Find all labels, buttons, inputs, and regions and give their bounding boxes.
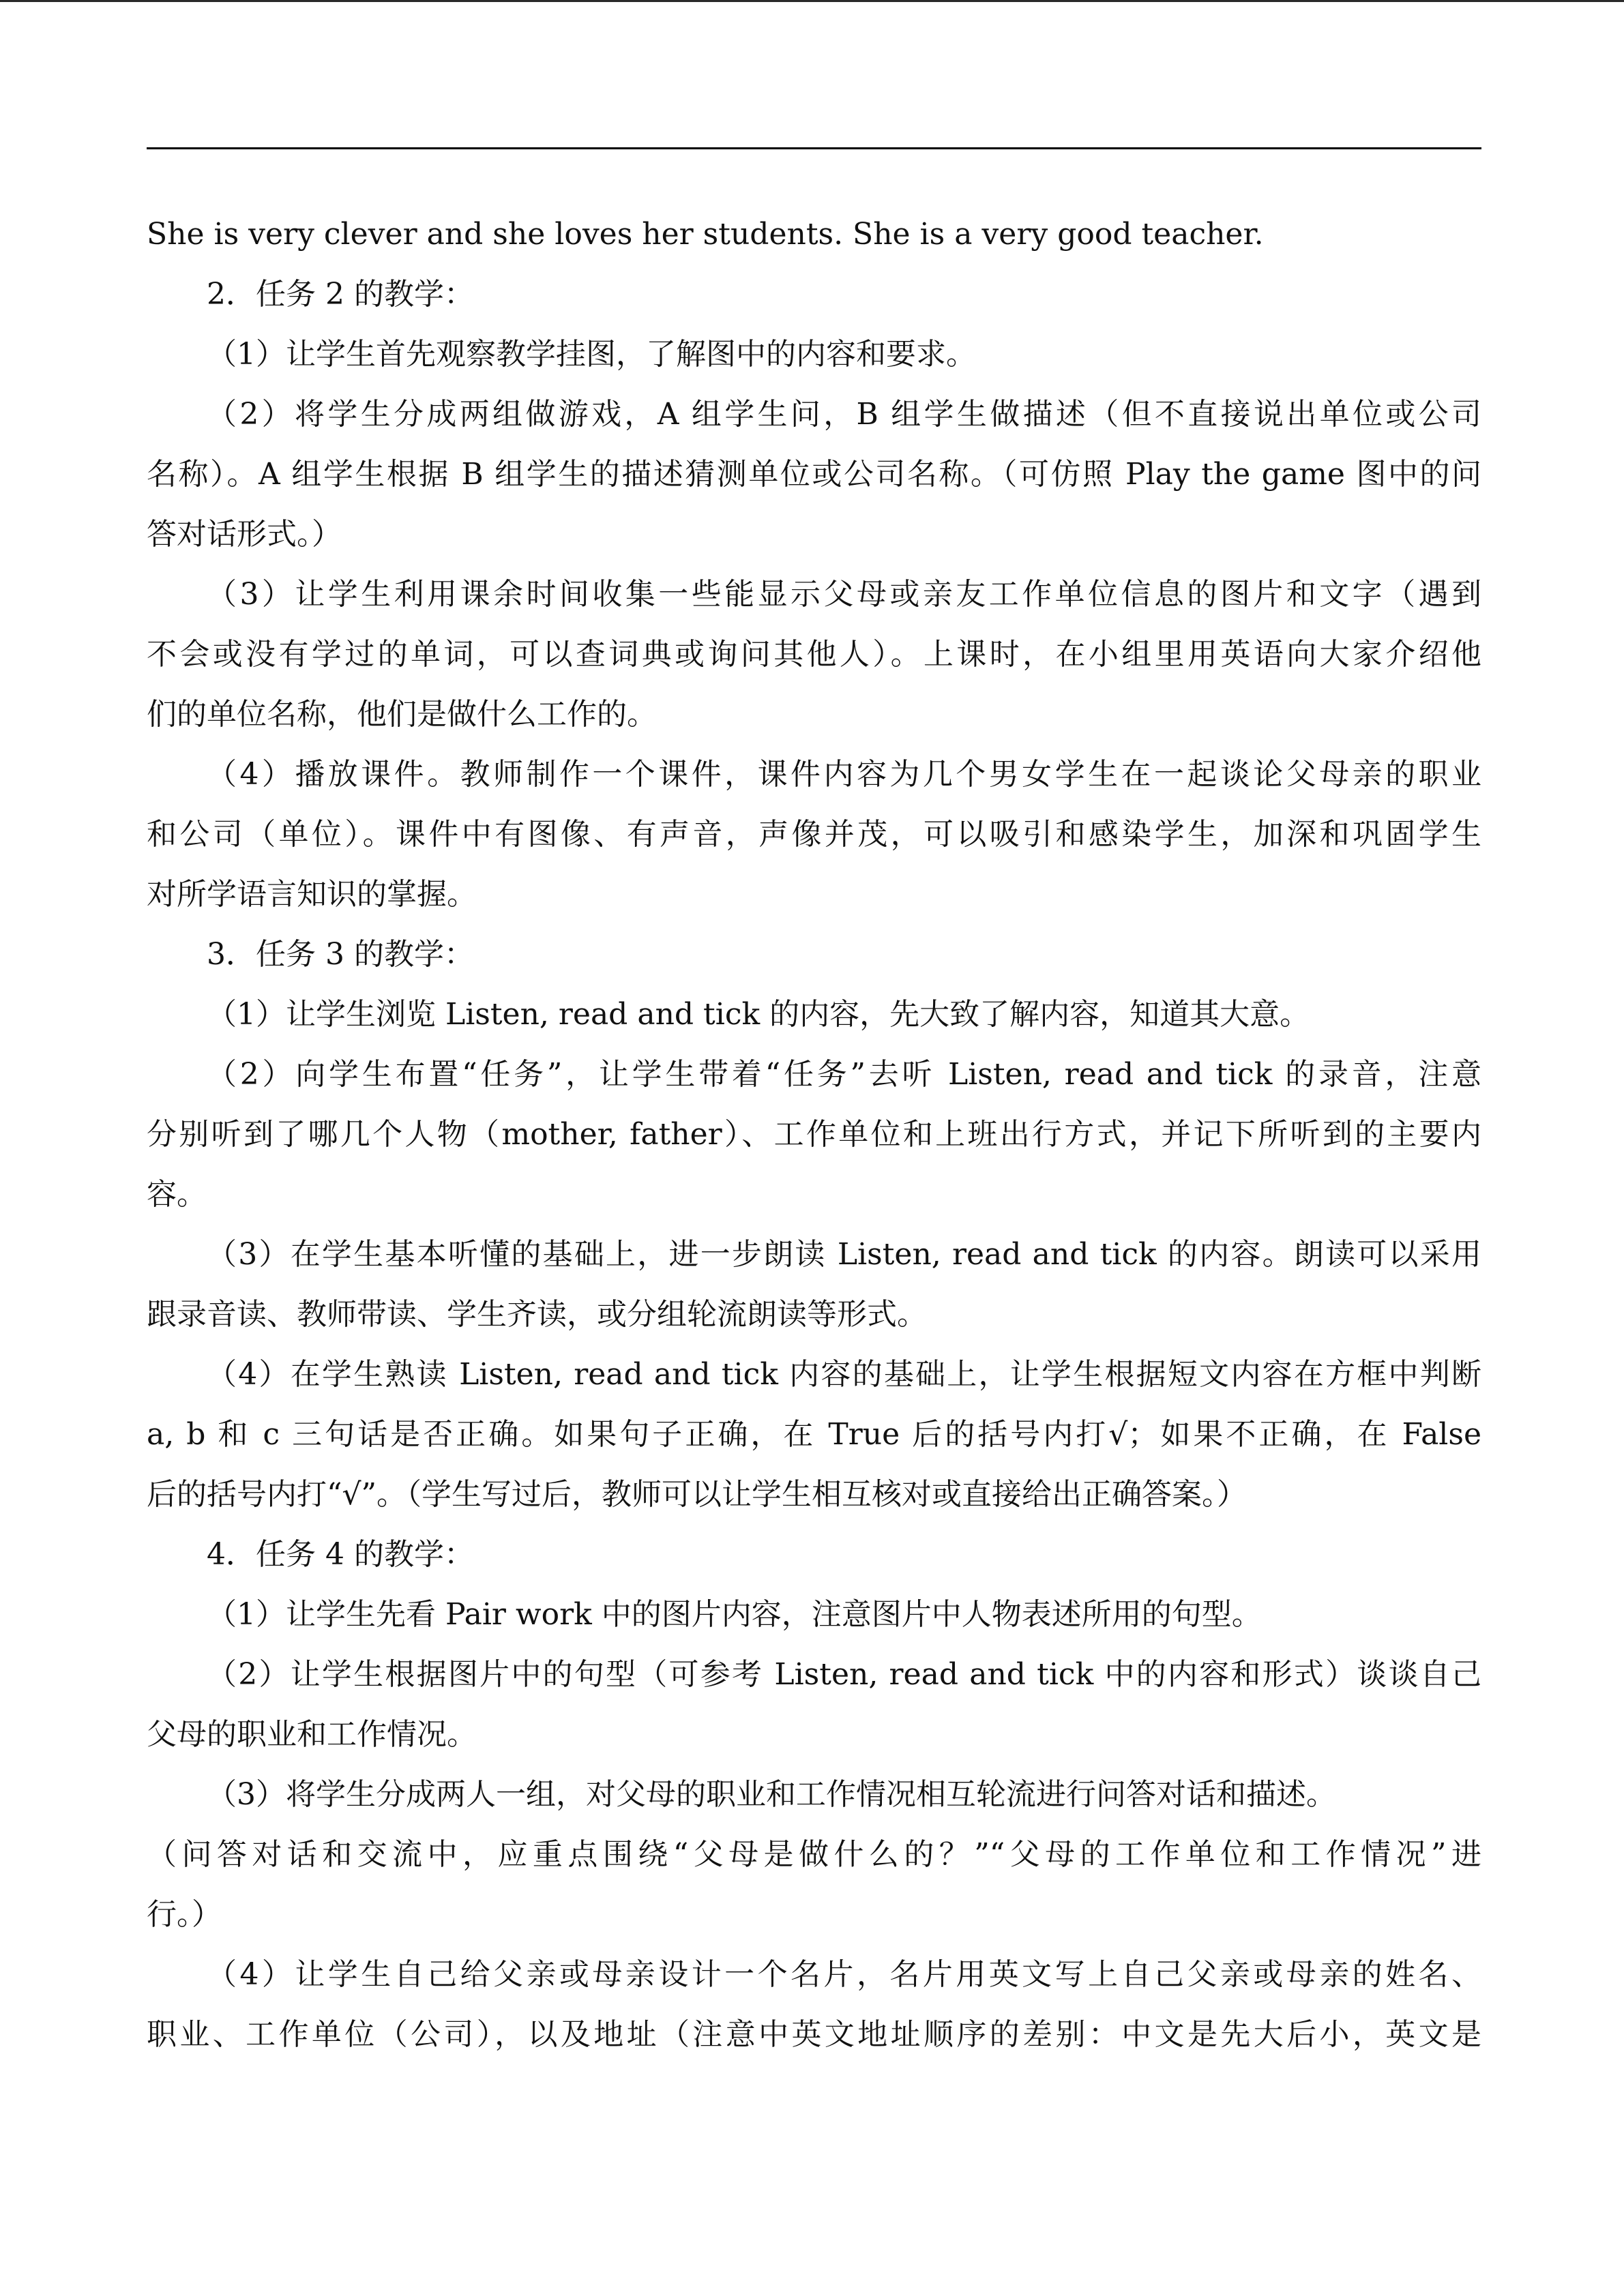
- text-line: （4）让学生自己给父亲或母亲设计一个名片，名片用英文写上自己父亲或母亲的姓名、: [207, 1957, 1481, 1992]
- text-line: （3）将学生分成两人一组，对父母的职业和工作情况相互轮流进行问答对话和描述。: [207, 1777, 1336, 1812]
- text-line: （4）播放课件。教师制作一个课件，课件内容为几个男女学生在一起谈论父母亲的职业: [207, 757, 1481, 792]
- text-line: （1）让学生首先观察教学挂图，了解图中的内容和要求。: [207, 337, 976, 372]
- text-line: 和公司（单位）。课件中有图像、有声音，声像并茂，可以吸引和感染学生，加深和巩固学生: [147, 817, 1481, 852]
- section-heading: 2．任务 2 的教学：: [207, 277, 474, 312]
- text-line: （2）向学生布置“任务”，让学生带着“任务”去听 Listen, read and tick 的录音，注意: [207, 1057, 1481, 1092]
- page-top-border: [0, 0, 1624, 2]
- header-rule: [147, 147, 1481, 149]
- text-line: 职业、工作单位（公司），以及地址（注意中英文地址顺序的差别：中文是先大后小，英文是: [147, 2017, 1481, 2052]
- text-line: 分别听到了哪几个人物（mother, father）、工作单位和上班出行方式，并记下所听到的主要内: [147, 1117, 1481, 1152]
- text-line: （1）让学生浏览 Listen, read and tick 的内容，先大致了解内容，知道其大意。: [207, 997, 1310, 1032]
- text-line: 后的括号内打“√”。（学生写过后，教师可以让学生相互核对或直接给出正确答案。）: [147, 1477, 1247, 1512]
- text-line: （4）在学生熟读 Listen, read and tick 内容的基础上，让学生根据短文内容在方框中判断: [207, 1357, 1481, 1392]
- text-line: （2）让学生根据图片中的句型（可参考 Listen, read and tick 中的内容和形式）谈谈自己: [207, 1657, 1481, 1692]
- text-line: （问答对话和交流中，应重点围绕“父母是做什么的？”“父母的工作单位和工作情况”进: [147, 1837, 1481, 1872]
- text-line: 名称）。A 组学生根据 B 组学生的描述猜测单位或公司名称。（可仿照 Play the game 图中的问: [147, 457, 1481, 492]
- text-line: （3）让学生利用课余时间收集一些能显示父母或亲友工作单位信息的图片和文字（遇到: [207, 577, 1481, 612]
- text-line: 不会或没有学过的单词，可以查词典或询问其他人）。上课时，在小组里用英语向大家介绍他: [147, 637, 1481, 672]
- section-heading: 4．任务 4 的教学：: [207, 1537, 474, 1572]
- text-line: 容。: [147, 1177, 207, 1212]
- text-line: （2）将学生分成两组做游戏，A 组学生问，B 组学生做描述（但不直接说出单位或公司: [207, 397, 1481, 432]
- text-line: 答对话形式。）: [147, 517, 342, 552]
- text-line: a, b 和 c 三句话是否正确。如果句子正确，在 True 后的括号内打√；如果不正确，在 False: [147, 1417, 1481, 1452]
- section-heading: 3．任务 3 的教学：: [207, 937, 474, 972]
- text-line: 对所学语言知识的掌握。: [147, 877, 477, 912]
- text-line: （3）在学生基本听懂的基础上，进一步朗读 Listen, read and tick 的内容。朗读可以采用: [207, 1237, 1481, 1272]
- text-line: 行。）: [147, 1897, 222, 1932]
- text-line: 跟录音读、教师带读、学生齐读，或分组轮流朗读等形式。: [147, 1297, 927, 1332]
- document-body: [147, 205, 1481, 2065]
- text-line: 们的单位名称，他们是做什么工作的。: [147, 697, 657, 732]
- text-line: 父母的职业和工作情况。: [147, 1717, 477, 1752]
- text-line: She is very clever and she loves her students. She is a very good teacher.: [147, 217, 1264, 252]
- text-line: （1）让学生先看 Pair work 中的图片内容，注意图片中人物表述所用的句型。: [207, 1597, 1262, 1632]
